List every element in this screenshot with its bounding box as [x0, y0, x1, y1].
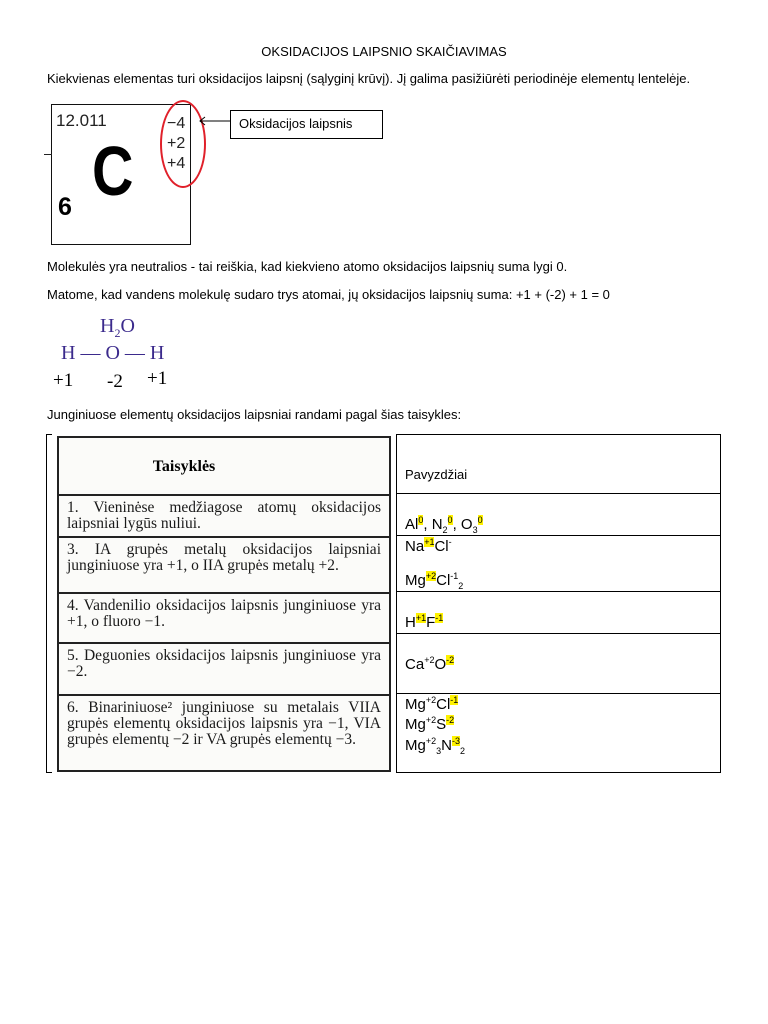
rule-row: 3. IA grupės metalų oksidacijos laipsniai junginiuose yra +1, o IIA grupės metalų +2. [59, 536, 389, 592]
page-title: OKSIDACIJOS LAIPSNIO SKAIČIAVIMAS [261, 44, 507, 59]
example-cao: $Ca^{+2}O^{-2}$ [405, 655, 455, 673]
table-border-left [46, 434, 47, 773]
table-border-corner [46, 772, 52, 773]
rules-table [57, 436, 391, 772]
example-mgcl2: $Mg^{+2}Cl^{-1}_2$ [405, 571, 464, 591]
example-mgs: $Mg^{+2}S^{-2}$ [405, 715, 455, 733]
example-mg3n2: $Mg^{+2}_3N^{-3}_2$ [405, 736, 465, 756]
rule-row: 1. Vieninėse medžiagose atomų oksidacijos laipsniai lygūs nuliui. [59, 494, 389, 536]
rule-row: 4. Vandenilio oksidacijos laipsnis junginiuose yra +1, o fluoro −1. [59, 592, 389, 642]
oxidation-state: +4 [167, 155, 186, 172]
example-hf: $H^{+1}F^{-1}$ [405, 613, 444, 631]
callout-arrow-icon [196, 114, 232, 128]
water-structure: H — O — H [61, 342, 165, 364]
rule-row: 6. Binariniuose² junginiuose su metalais VIIA grupės elementų oksidacijos laipsnis yra −1, VIA grupės elementų −2 ir VA grupės elementų −3. [59, 694, 389, 770]
intro-paragraph: Kiekvienas elementas turi oksidacijos laipsnį (sąlyginį krūvį). Jį galima pasižiūrėti periodinėje elementų lentelėje. [47, 71, 691, 86]
row-divider [397, 535, 720, 536]
row-divider [397, 693, 720, 694]
example-mgcl2-b: $Mg^{+2}Cl^{-1}$ [405, 695, 459, 713]
rules-heading: Taisyklės [152, 458, 216, 475]
row-divider [397, 633, 720, 634]
element-symbol: C [92, 132, 134, 210]
charge-o: -2 [107, 371, 123, 392]
rule-row: 5. Deguonies oksidacijos laipsnis junginiuose yra −2. [59, 642, 389, 694]
rules-intro: Junginiuose elementų oksidacijos laipsniai randami pagal šias taisykles: [47, 407, 462, 422]
charge-h1: +1 [53, 370, 74, 391]
table-border-corner [46, 434, 52, 435]
oxidation-callout-box: Oksidacijos laipsnis [230, 110, 383, 139]
examples-table [396, 434, 721, 773]
neutral-paragraph: Molekulės yra neutralios - tai reiškia, kad kiekvieno atomo oksidacijos laipsnių suma lygi 0. [47, 259, 568, 274]
atomic-number: 6 [58, 193, 72, 221]
atomic-mass: 12.011 [56, 111, 107, 130]
oxidation-state: +2 [167, 135, 186, 152]
water-formula: $H_2O$ [100, 315, 135, 340]
row-divider [397, 493, 720, 494]
row-divider [397, 591, 720, 592]
example-nacl: $Na^{+1}Cl^-$ [405, 537, 452, 555]
tile-tick-mark [44, 154, 52, 155]
charge-h2: +1 [147, 368, 168, 389]
examples-heading: Pavyzdžiai [405, 467, 468, 482]
water-paragraph: Matome, kad vandens molekulę sudaro trys atomai, jų oksidacijos laipsnių suma: +1 + (-2) + 1 = 0 [47, 287, 610, 302]
oxidation-state: −4 [167, 115, 186, 132]
example-elements: Al$^0$, $N_2^0$, $O_3^0$ [405, 515, 483, 535]
